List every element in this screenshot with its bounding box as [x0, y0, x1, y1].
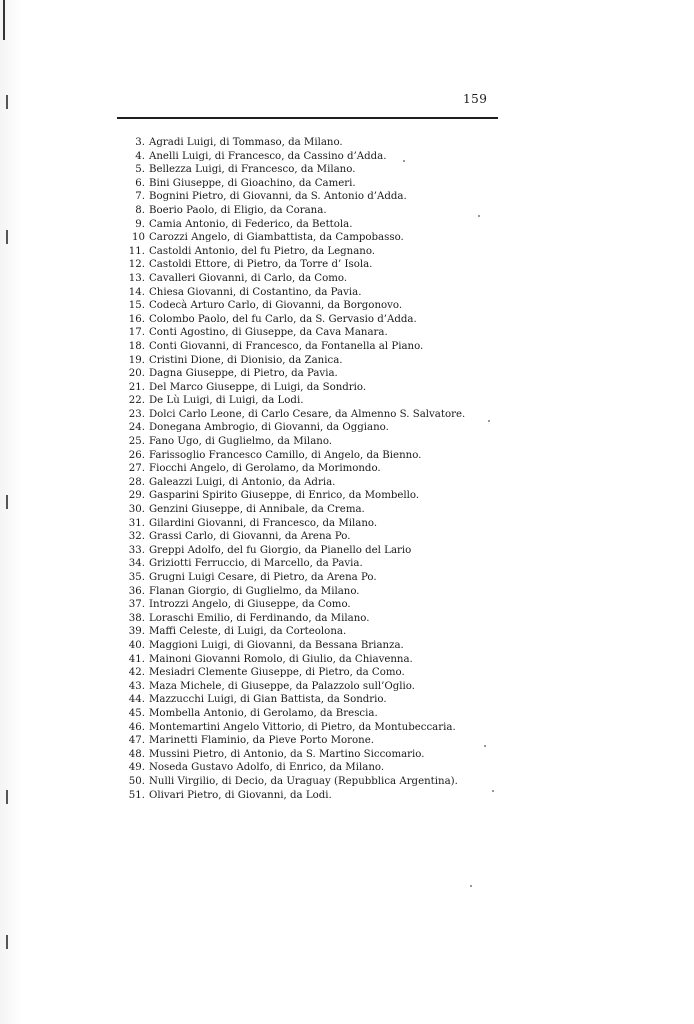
- entry-text: Conti Giovanni, di Francesco, da Fontanella al Piano.: [149, 340, 424, 352]
- entry-number: 7.: [135, 191, 145, 203]
- list-item: [120, 775, 500, 789]
- entry-number: 47.: [128, 735, 145, 747]
- name-list: [120, 136, 500, 802]
- entry-number: 13.: [128, 272, 145, 284]
- entry-number: 14.: [128, 286, 145, 298]
- list-item: [120, 653, 500, 667]
- list-item: [120, 286, 500, 300]
- entry-text: Donegana Ambrogio, di Giovanni, da Oggiano.: [149, 422, 389, 434]
- entry-number: 39.: [128, 626, 145, 638]
- entry-text: Dolci Carlo Leone, di Carlo Cesare, da Almenno S. Salvatore.: [149, 408, 466, 420]
- entry-number: 37.: [128, 599, 145, 611]
- entry-number: 50.: [128, 775, 145, 787]
- list-item: [120, 761, 500, 775]
- entry-text: Del Marco Giuseppe, di Luigi, da Sondrio.: [149, 381, 367, 393]
- binding-mark: [3, 0, 5, 40]
- list-item: [120, 476, 500, 490]
- entry-text: Galeazzi Luigi, di Antonio, da Adria.: [149, 476, 336, 488]
- binding-speck: [6, 790, 8, 804]
- list-item: [120, 381, 500, 395]
- entry-number: 6.: [135, 177, 145, 189]
- entry-text: Cristini Dione, di Dionisio, da Zanica.: [149, 354, 343, 366]
- list-item: [120, 190, 500, 204]
- entry-number: 22.: [128, 395, 145, 407]
- entry-number: 25.: [128, 436, 145, 448]
- entry-text: Mombella Antonio, di Gerolamo, da Brescia.: [149, 707, 378, 719]
- entry-text: Mesiadri Clemente Giuseppe, di Pietro, da Como.: [149, 667, 405, 679]
- print-speck: [488, 420, 490, 422]
- list-item: [120, 258, 500, 272]
- entry-text: Maffi Celeste, di Luigi, da Corteolona.: [149, 626, 347, 638]
- list-item: [120, 177, 500, 191]
- entry-text: Carozzi Angelo, di Giambattista, da Campobasso.: [149, 232, 404, 244]
- list-item: [120, 530, 500, 544]
- entry-number: 34.: [128, 558, 145, 570]
- list-item: [120, 313, 500, 327]
- entry-text: Codecà Arturo Carlo, di Giovanni, da Borgonovo.: [149, 300, 403, 312]
- list-item: [120, 489, 500, 503]
- entry-text: Mazzucchi Luigi, di Gian Battista, da Sondrio.: [149, 694, 387, 706]
- list-item: [120, 612, 500, 626]
- list-item: [120, 150, 500, 164]
- binding-speck: [6, 495, 8, 509]
- entry-number: 44.: [128, 694, 145, 706]
- entry-text: Bellezza Luigi, di Francesco, da Milano.: [149, 164, 356, 176]
- entry-number: 24.: [128, 422, 145, 434]
- entry-number: 15.: [128, 300, 145, 312]
- entry-text: Flanan Giorgio, di Guglielmo, da Milano.: [149, 585, 360, 597]
- entry-number: 19.: [128, 354, 145, 366]
- entry-text: Olivari Pietro, di Giovanni, da Lodi.: [149, 789, 332, 801]
- entry-text: Marinetti Flaminio, da Pieve Porto Morone.: [149, 735, 374, 747]
- entry-text: Mainoni Giovanni Romolo, di Giulio, da Chiavenna.: [149, 653, 413, 665]
- header-rule: [117, 117, 498, 119]
- entry-number: 26.: [128, 449, 145, 461]
- entry-number: 20.: [128, 368, 145, 380]
- entry-number: 31.: [128, 517, 145, 529]
- entry-text: Cavalleri Giovanni, di Carlo, da Como.: [149, 272, 348, 284]
- entry-text: Maza Michele, di Giuseppe, da Palazzolo sull’Oglio.: [149, 680, 415, 692]
- entry-number: 28.: [128, 476, 145, 488]
- list-item: [120, 693, 500, 707]
- list-item: [120, 557, 500, 571]
- entry-text: Boerio Paolo, di Eligio, da Corana.: [149, 204, 327, 216]
- entry-text: Greppi Adolfo, del fu Giorgio, da Pianello del Lario: [149, 544, 412, 556]
- entry-number: 36.: [128, 585, 145, 597]
- list-item: [120, 435, 500, 449]
- entry-number: 51.: [128, 789, 145, 801]
- list-item: [120, 449, 500, 463]
- page-number: 159: [463, 92, 488, 106]
- binding-speck: [6, 935, 8, 949]
- entry-text: Grassi Carlo, di Giovanni, da Arena Po.: [149, 531, 351, 543]
- entry-text: Colombo Paolo, del fu Carlo, da S. Gervasio d’Adda.: [149, 313, 417, 325]
- entry-text: Castoldi Antonio, del fu Pietro, da Legnano.: [149, 245, 376, 257]
- entry-text: Griziotti Ferruccio, di Marcello, da Pavia.: [149, 558, 363, 570]
- entry-text: Grugni Luigi Cesare, di Pietro, da Arena Po.: [149, 572, 377, 583]
- list-item: [120, 231, 500, 245]
- entry-text: Dagna Giuseppe, di Pietro, da Pavia.: [149, 368, 338, 380]
- entry-text: Maggioni Luigi, di Giovanni, da Bessana Brianza.: [149, 639, 404, 651]
- entry-number: 4.: [135, 150, 145, 162]
- entry-number: 10: [132, 232, 145, 244]
- entry-text: Agradi Luigi, di Tommaso, da Milano.: [149, 137, 343, 148]
- entry-number: 46.: [128, 721, 145, 733]
- list-item: [120, 462, 500, 476]
- list-item: [120, 789, 500, 803]
- entry-number: 33.: [128, 544, 145, 556]
- entry-number: 48.: [128, 748, 145, 760]
- entry-number: 17.: [128, 327, 145, 339]
- entry-text: De Lù Luigi, di Luigi, da Lodi.: [149, 395, 304, 407]
- list-item: [120, 503, 500, 517]
- entry-number: 29.: [128, 490, 145, 502]
- entry-number: 42.: [128, 667, 145, 679]
- entry-text: Nulli Virgilio, di Decio, da Uraguay (Repubblica Argentina).: [149, 775, 458, 787]
- list-item: [120, 421, 500, 435]
- list-item: [120, 245, 500, 259]
- entry-number: 12.: [128, 259, 145, 271]
- entry-text: Noseda Gustavo Adolfo, di Enrico, da Milano.: [149, 762, 385, 774]
- entry-text: Castoldi Ettore, di Pietro, da Torre d’ Isola.: [149, 259, 373, 271]
- print-speck: [403, 160, 405, 162]
- list-item: [120, 136, 500, 150]
- print-speck: [470, 885, 472, 887]
- entry-text: Gilardini Giovanni, di Francesco, da Milano.: [149, 517, 378, 529]
- list-item: [120, 394, 500, 408]
- entry-number: 5.: [135, 164, 145, 176]
- list-item: [120, 218, 500, 232]
- entry-text: Anelli Luigi, di Francesco, da Cassino d’Adda.: [149, 150, 387, 162]
- entry-number: 11.: [128, 245, 145, 257]
- entry-number: 9.: [135, 218, 145, 230]
- entry-text: Conti Agostino, di Giuseppe, da Cava Manara.: [149, 327, 388, 339]
- list-item: [120, 272, 500, 286]
- list-item: [120, 721, 500, 735]
- entry-number: 23.: [128, 408, 145, 420]
- entry-text: Loraschi Emilio, di Ferdinando, da Milano.: [149, 612, 370, 624]
- list-item: [120, 707, 500, 721]
- list-item: [120, 354, 500, 368]
- list-item: [120, 598, 500, 612]
- list-item: [120, 340, 500, 354]
- print-speck: [484, 745, 486, 747]
- list-item: [120, 367, 500, 381]
- list-item: [120, 517, 500, 531]
- entry-number: 32.: [128, 531, 145, 543]
- entry-text: Montemartini Angelo Vittorio, di Pietro, da Montubeccaria.: [149, 721, 456, 733]
- print-speck: [492, 790, 494, 792]
- entry-text: Fiocchi Angelo, di Gerolamo, da Morimondo.: [149, 463, 381, 475]
- entry-text: Mussini Pietro, di Antonio, da S. Martino Siccomario.: [149, 748, 425, 760]
- entry-number: 8.: [135, 204, 145, 216]
- entry-number: 49.: [128, 762, 145, 774]
- entry-number: 38.: [128, 612, 145, 624]
- entry-text: Introzzi Angelo, di Giuseppe, da Como.: [149, 599, 351, 611]
- entry-number: 45.: [128, 707, 145, 719]
- list-item: [120, 734, 500, 748]
- entry-number: 3.: [135, 137, 145, 148]
- list-item: [120, 748, 500, 762]
- list-item: [120, 571, 500, 585]
- entry-text: Farissoglio Francesco Camillo, di Angelo, da Bienno.: [149, 449, 422, 461]
- entry-text: Bognini Pietro, di Giovanni, da S. Antonio d’Adda.: [149, 191, 407, 203]
- list-item: [120, 625, 500, 639]
- print-speck: [478, 215, 480, 217]
- entry-text: Bini Giuseppe, di Gioachino, da Cameri.: [149, 177, 356, 189]
- list-item: [120, 204, 500, 218]
- binding-speck: [6, 230, 8, 244]
- entry-number: 27.: [128, 463, 145, 475]
- entry-text: Camia Antonio, di Federico, da Bettola.: [149, 218, 353, 230]
- entry-number: 21.: [128, 381, 145, 393]
- entry-number: 40.: [128, 639, 145, 651]
- entry-number: 16.: [128, 313, 145, 325]
- entry-number: 35.: [128, 572, 145, 583]
- list-item: [120, 639, 500, 653]
- entry-text: Gasparini Spirito Giuseppe, di Enrico, da Mombello.: [149, 490, 420, 502]
- entry-number: 18.: [128, 340, 145, 352]
- list-item: [120, 666, 500, 680]
- list-item: [120, 544, 500, 558]
- binding-speck: [6, 95, 8, 109]
- entry-number: 43.: [128, 680, 145, 692]
- list-item: [120, 326, 500, 340]
- list-item: [120, 585, 500, 599]
- list-item: [120, 408, 500, 422]
- list-item: [120, 163, 500, 177]
- entry-text: Genzini Giuseppe, di Annibale, da Crema.: [149, 504, 365, 516]
- list-item: [120, 680, 500, 694]
- list-item: [120, 299, 500, 313]
- page-binding-edge: [0, 0, 22, 1024]
- entry-text: Chiesa Giovanni, di Costantino, da Pavia.: [149, 286, 362, 298]
- entry-number: 41.: [128, 653, 145, 665]
- entry-text: Fano Ugo, di Guglielmo, da Milano.: [149, 436, 333, 448]
- entry-number: 30.: [128, 504, 145, 516]
